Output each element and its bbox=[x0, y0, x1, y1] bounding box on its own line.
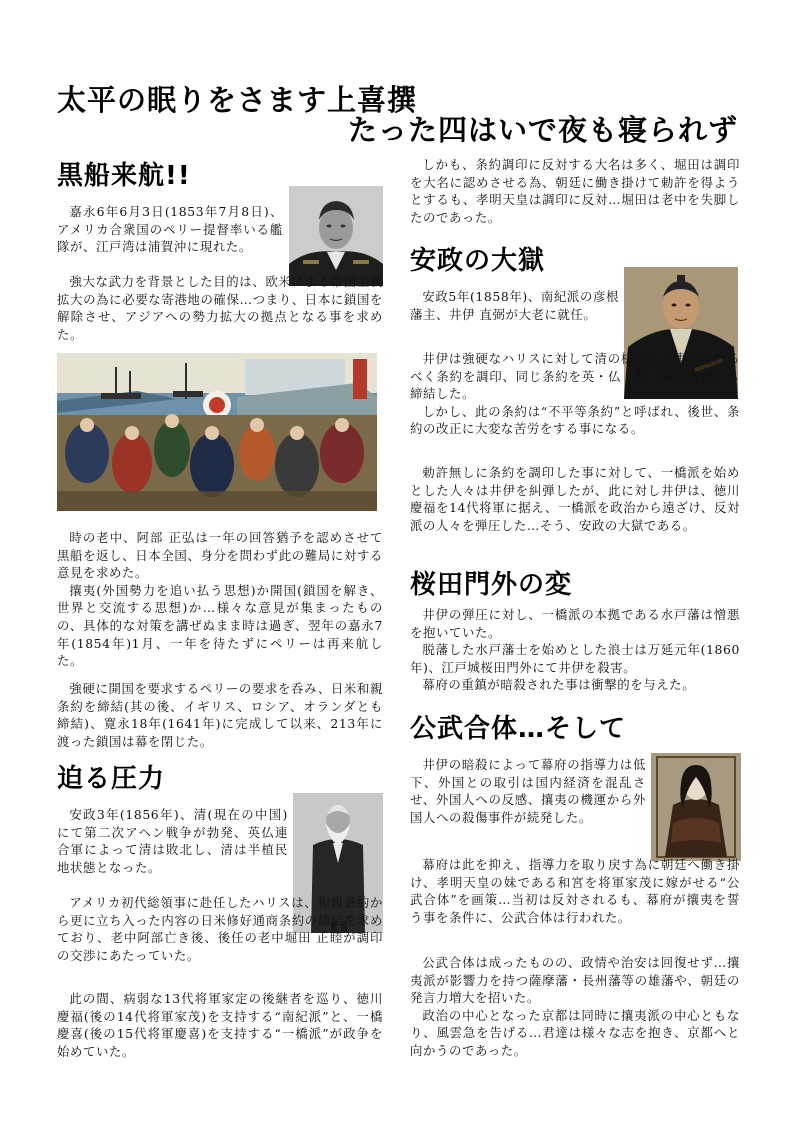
pressure-text-1: 安政3年(1856年)、清(現在の中国)にて第二次アヘン戦争が勃発、英仏連合軍によって清は敗北し、清は半植民地状態となった。 bbox=[57, 807, 288, 875]
right-intro-text: しかも、条約調印に反対する大名は多く、堀田は調印を大名に認めさせる為、朝廷に働き掛けて勅許を得ようとするも、孝明天皇は調印に反対…堀田は老中を失脚したのであった。 bbox=[410, 157, 740, 225]
heading-sakurada: 桜田門外の変 bbox=[410, 570, 573, 600]
pressure-text-3: 此の間、病弱な13代将軍家定の後継者を巡り、徳川 慶福(後の14代将軍家茂)を支持する“南紀派”と、一橋 慶喜(後の15代将軍慶喜)を支持する“一橋派”が政争を始めていた。 bbox=[57, 991, 383, 1059]
kobu-text-2: 幕府は此を抑え、指導力を取り戻す為に朝廷へ働き掛け、孝明天皇の妹である和宮を将軍家茂に嫁がせる“公武合体”を画策…当初は反対されるも、幕府が攘夷を誓う事を条件に、公武合体は行われた。 bbox=[410, 857, 740, 925]
page-title-line2: たった四はいで夜も寝られず bbox=[348, 113, 739, 147]
ansei-p1 bbox=[410, 288, 619, 323]
sakurada-text-2: 脱藩した水戸藩士を始めとした浪士は万延元年(1860年)、江戸城桜田門外にて井伊を殺害。 bbox=[410, 642, 740, 675]
ansei-p3 bbox=[410, 464, 740, 534]
heading-ansei: 安政の大獄 bbox=[410, 246, 546, 276]
kurofune-intro-p1 bbox=[57, 203, 283, 256]
kurofune-intro-text-2: 強大な武力を背景とした目的は、欧米による帝国主義拡大の為に必要な寄港地の確保…つまり、日本に鎖国を解除させ、アジアへの勢力拡大の拠点となる事を求めた。 bbox=[57, 274, 383, 342]
ansei-text-2: 井伊は強硬なハリスに対して清の様になる事を避けるべく条約を調印、同じ条約を英・仏・蘭・露の各国とも締結した。 bbox=[410, 351, 740, 402]
perry-portrait-image bbox=[289, 186, 383, 286]
black-ships-woodblock-print-image bbox=[57, 353, 377, 511]
page-title-line1: 太平の眠りをさます上喜撰 bbox=[57, 83, 418, 117]
kurofune-abe-text-2: 攘夷(外国勢力を追い払う思想)か開国(鎖国を解き、世界と交流する思想)か…様々な意見が集まったものの、具体的な対策を講ぜぬまま時は過ぎ、翌年の嘉永7年(1854年)1月、一年を待たずにペリーは再来航した。 bbox=[57, 582, 383, 669]
kobu-p1 bbox=[410, 756, 646, 826]
kurofune-treaty-paragraph bbox=[57, 680, 383, 750]
sakurada-text-3: 幕府の重鎮が暗殺された事は衝撃的を与えた。 bbox=[422, 677, 696, 693]
ansei-p2 bbox=[410, 350, 740, 438]
kurofune-intro-p2 bbox=[57, 273, 383, 343]
kazunomiya-portrait-image bbox=[651, 753, 741, 861]
heading-pressure: 迫る圧力 bbox=[57, 764, 166, 794]
kobu-text-4: 政治の中心となった京都は同時に攘夷派の中心ともなり、風雲急を告げる…君達は様々な志を抱き、京都へと向かうのであった。 bbox=[410, 1007, 740, 1058]
right-intro-paragraph bbox=[410, 156, 740, 226]
ansei-text-4: 勅許無しに条約を調印した事に対して、一橋派を始めとした人々は井伊を糾弾したが、此に対し井伊は、徳川 慶福を14代将軍に据え、一橋派を政治から遠ざけ、反対派の人々を弾圧した…そう、安政の大獄である。 bbox=[410, 465, 740, 533]
sakurada-text-1: 井伊の弾圧に対し、一橋派の本拠である水戸藩は憎悪を抱いていた。 bbox=[410, 607, 740, 640]
ansei-text-3: しかし、此の条約は“不平等条約”と呼ばれ、後世、条約の改正に大変な苦労をする事になる。 bbox=[410, 403, 740, 437]
kurofune-treaty-text-1: 強硬に開国を要求するペリーの要求を呑み、日米和親条約を締結(其の後、イギリス、ロシア、オランダとも締結)、寛永18年(1641年)に完成して以来、213年に渡った鎖国は幕を閉じた。 bbox=[57, 681, 383, 749]
heading-kobu: 公武合体…そして bbox=[410, 714, 627, 744]
kurofune-abe-paragraph bbox=[57, 529, 383, 670]
kobu-p3 bbox=[410, 954, 740, 1060]
kobu-p2 bbox=[410, 856, 740, 926]
kurofune-abe-text-1: 時の老中、阿部 正弘は一年の回答猶予を認めさせて黒船を返し、日本全国、身分を問わず此の難局に対する意見を求めた。 bbox=[57, 530, 383, 581]
pressure-p2 bbox=[57, 894, 383, 964]
heading-kurofune: 黒船来航!! bbox=[57, 161, 191, 191]
pressure-p3 bbox=[57, 990, 383, 1060]
pressure-text-2: アメリカ初代総領事に赴任したハリスは、和親条約から更に立ち入った内容の日米修好通商条約の締結を求めており、老中阿部亡き後、後任の老中堀田 正睦が調印の交渉にあたっていた。 bbox=[57, 895, 383, 963]
kobu-text-3: 公武合体は成ったものの、政情や治安は回復せず…攘夷派が影響力を持つ薩摩藩・長州藩等の雄藩や、朝廷の発言力増大を招いた。 bbox=[410, 955, 740, 1006]
sakurada-paragraph bbox=[410, 606, 740, 694]
pressure-p1 bbox=[57, 806, 288, 876]
kobu-text-1: 井伊の暗殺によって幕府の指導力は低下、外国との取引は国内経済を混乱させ、外国人への反感、攘夷の機運から外国人への殺傷事件が続発した。 bbox=[410, 757, 646, 825]
ansei-text-1: 安政5年(1858年)、南紀派の彦根藩主、井伊 直弼が大老に就任。 bbox=[410, 289, 619, 322]
kurofune-intro-text-1: 嘉永6年6月3日(1853年7月8日)、アメリカ合衆国のペリー提督率いる艦隊が、江戸湾は浦賀沖に現れた。 bbox=[57, 204, 283, 255]
